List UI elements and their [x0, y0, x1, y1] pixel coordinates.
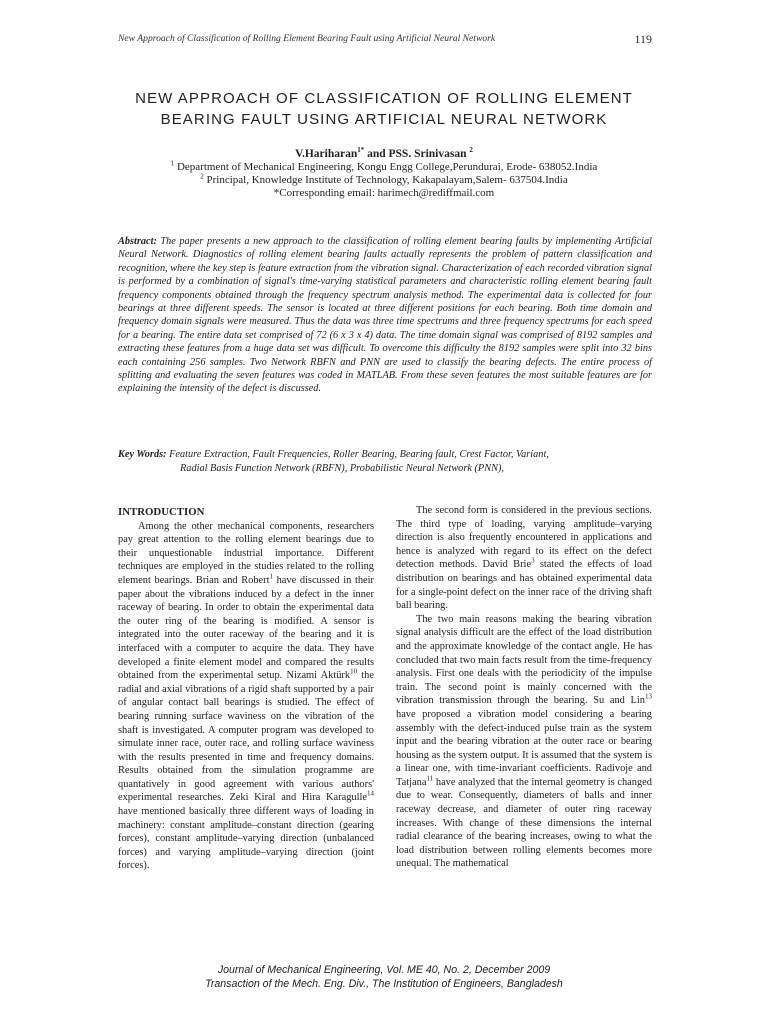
- affiliation-1: $^1$ Department of Mechanical Engineering, Kongu Engg College,Perundurai, Erode- 638052.India: [170, 159, 598, 173]
- title-line-1: NEW APPROACH OF CLASSIFICATION OF ROLLING ELEMENT: [135, 90, 633, 107]
- paper-title: [100, 88, 668, 130]
- keywords-label: Key Words:: [118, 449, 167, 460]
- corresponding-email: *Corresponding email: harimech@rediffmail.com: [273, 187, 495, 199]
- page-number: 119: [634, 32, 652, 46]
- footer-line-1: Journal of Mechanical Engineering, Vol. ME 40, No. 2, December 2009: [217, 964, 551, 976]
- keywords-line-1: Feature Extraction, Fault Frequencies, Roller Bearing, Bearing fault, Crest Factor, Variant,: [166, 449, 549, 460]
- running-head: New Approach of Classification of Rolling Element Bearing Fault using Artificial Neural Network: [118, 33, 496, 44]
- keywords: [118, 448, 652, 476]
- abstract-text: The paper presents a new approach to the classification of rolling element bearing faults by implementing Artificial Neural Network. Diagnostics of rolling element bearing faults actually represents the problem of pattern classification and recognition, where the key step is feature extraction from the vibration signal. Characterization of each recorded vibration signal is performed by a combination of signal's time-varying statistical parameters and characteristic rolling element bearing fault frequency components obtained through the frequency spectrum analysis method. The experimental data is collected for four bearings at three different speeds. The sensor is located at three different positions for each bearing. Both time domain and frequency domain signals were measured. Thus the data was three time spectrums and three frequency spectrums for each speed for a bearing. The entire data set comprised of 72 (6 x 3 x 4) data. The time domain signal was comprised of 8192 samples and extracting these features from a huge data set was difficult. To overcome this difficulty the 8192 samples were split into 32 bins each containing 256 samples. Two Network RBFN and PNN are used to classify the bearing defects. The entire process of splitting and evaluating the seven features was coded in MATLAB. From these seven features the most suitable features are for explaining the intensity of the defect is discussed.: [118, 236, 652, 395]
- authors-line: V.Hariharan$^{1*}$ and PSS. Srinivasan $^2$: [295, 146, 473, 160]
- footer-line-2: Transaction of the Mech. Eng. Div., The Institution of Engineers, Bangladesh: [205, 978, 563, 990]
- author-2: and PSS. Srinivasan: [364, 148, 470, 160]
- abstract: [118, 235, 652, 396]
- authors-block: [100, 148, 668, 200]
- affiliation-2: $^2$ Principal, Knowledge Institute of Technology, Kakapalayam,Salem- 637504.India: [200, 172, 568, 186]
- author-1: V.Hariharan: [295, 148, 358, 160]
- paragraph: Among the other mechanical components, researchers pay great attention to the rolling element bearings due to their unquestionable industrial importance. Different techniques are employed in the studies related to the rolling element bearings. Brian and Robert$^1$ have discussed in their paper about the vibrations induced by a defect in the inner raceway of bearing. In order to obtain the experimental data the outer ring of the bearing is modified. A sensor is integrated into the outer raceway of the bearing and it is interfaced with a computer to acquire the data. They have developed a finite element model and compared the results obtained from the experimental setup. Nizami Aktürk$^{10}$ the radial and axial vibrations of a rigid shaft supported by a pair of angular contact ball bearings is studied. The effect of bearing running surface waviness on the vibration of the shaft is investigated. A computer program was developed to simulate inner race, outer race, and rolling surface waviness with the results presented in time and frequency domains. Results obtained from the simulation programme are quantatively in good agreement with various authors' experimental researches. Zeki Kiral and Hira Karagulle$^{14}$ have mentioned basically three different ways of loading in machinery: constant amplitude–constant direction (gearing forces), constant amplitude–varying direction (unbalanced forces) and varying amplitude–varying direction (joint forces).: [118, 520, 374, 872]
- left-column: [118, 504, 374, 873]
- journal-footer: [100, 963, 668, 991]
- abstract-label: Abstract:: [118, 236, 157, 247]
- right-column: [396, 504, 652, 871]
- title-line-2: BEARING FAULT USING ARTIFICIAL NEURAL NETWORK: [160, 111, 608, 128]
- section-heading-introduction: INTRODUCTION: [118, 506, 205, 518]
- paragraph: The second form is considered in the previous sections. The third type of loading, varying amplitude–varying direction is also frequently encountered in applications and hence is analyzed with regard to its effect on the defect detection methods. David Brie$^3$ stated the effects of load distribution on bearings and has obtained experimental data for a single-point defect on the inner race of the driving shaft ball bearing.: [396, 505, 653, 612]
- keywords-line-2: Radial Basis Function Network (RBFN), Probabilistic Neural Network (PNN),: [180, 463, 504, 474]
- paragraph: The two main reasons making the bearing vibration signal analysis difficult are the effect of the load distribution and the approximate knowledge of the contact angle. He has concluded that two main facts result from the time-frequency analysis. First one deals with the periodicity of the impulse train. The second point is mainly concerned with the vibration transmission through the bearing. Su and Lin$^{13}$ have proposed a vibration model considering a bearing assembly with the defect-induced pulse train as the system input and the bearing vibration at the outer race or bearing housing as the system output. It is assumed that the system is a linear one, with time-invariant coefficients. Radivoje and Tatjana$^{11}$ have analyzed that the internal geometry is changed due to wear. Consequently, diameters of balls and inner raceway decrease, and diameter of outer ring raceway increases. With change of these dimensions the internal radial clearance of the bearing increases, owing to what the load distribution between rolling elements becomes more unequal. The mathematical: [396, 613, 652, 870]
